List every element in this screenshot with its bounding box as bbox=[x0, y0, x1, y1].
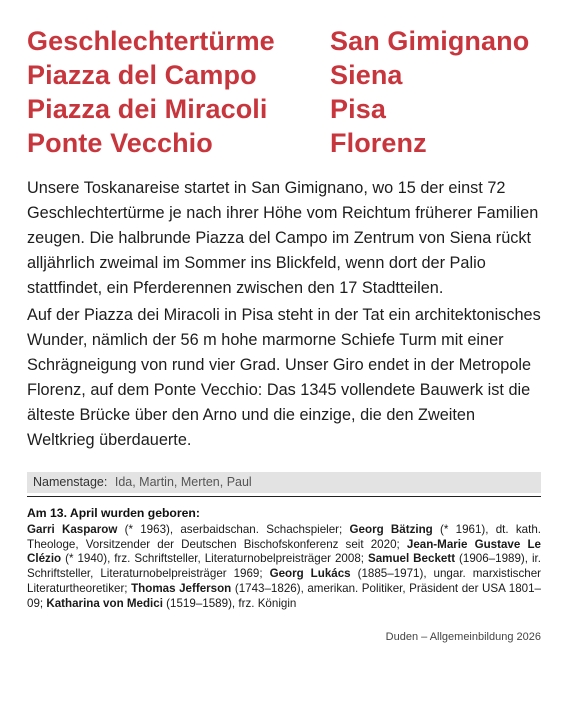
person-name: Thomas Jefferson bbox=[131, 581, 232, 595]
body-paragraph: Auf der Piazza dei Miracoli in Pisa steht in der Tat ein architektonisches Wunder, nämlich der 56 m hohe marmorne Schiefe Turm mit einer Schrägneigung von rund vier Grad. Unser Giro endet in der Metropole Florenz, auf dem Ponte Vecchio: Das 1345 vollendete Bauwerk ist die älteste Brücke über den Arno und die einzige, die den Zweiten Weltkrieg überdauerte. bbox=[27, 306, 541, 449]
heading-place: Piazza del Campo bbox=[27, 60, 257, 90]
heading-city: Pisa bbox=[330, 94, 386, 124]
body-paragraph: Unsere Toskanareise startet in San Gimignano, wo 15 der einst 72 Geschlechtertürme je nach ihrer Höhe vom Reichtum früherer Familien zeugen. Die halbrunde Piazza del Campo im Zentrum von Siena rückt alljährlich zweimal im Sommer ins Blickfeld, wenn dort der Palio stattfindet, ein Pferderennen zwischen den 17 Stadtteilen. bbox=[27, 179, 539, 297]
person-info: (* 1963), aserbaidschan. Schachspieler; bbox=[117, 523, 350, 536]
heading-city: Siena bbox=[330, 60, 403, 90]
person-info: (1906–1989), ir. Schriftsteller, Literaturnobelpreisträger 1969; bbox=[27, 552, 541, 581]
person-info: (1885–1971), ungar. marxistischer Literaturtheoretiker; bbox=[27, 567, 542, 595]
heading-city: Florenz bbox=[330, 128, 427, 158]
heading-place: Ponte Vecchio bbox=[27, 128, 213, 158]
person-info: (* 1940), frz. Schriftsteller, Literaturnobelpreisträger 2008; bbox=[61, 552, 368, 566]
person-name: Garri Kasparow bbox=[27, 523, 118, 536]
person-name: Katharina von Medici bbox=[46, 596, 163, 610]
heading-place: Geschlechtertürme bbox=[27, 26, 275, 56]
headings-grid bbox=[27, 24, 547, 160]
person-info: (* 1961), dt. kath. Theologe, Vorsitzender der Deutschen Bischofskonferenz seit 2020; bbox=[27, 523, 542, 551]
birthdays-title: Am 13. April wurden geboren: bbox=[27, 506, 200, 520]
person-name: Georg Bätzing bbox=[349, 523, 433, 536]
nameday-names: Ida, Martin, Merten, Paul bbox=[114, 475, 252, 489]
birthdays-list bbox=[27, 523, 541, 611]
nameday-bar bbox=[27, 472, 541, 493]
heading-city: San Gimignano bbox=[330, 26, 530, 56]
nameday-label: Namenstage: bbox=[33, 475, 108, 489]
person-name: Samuel Beckett bbox=[367, 552, 456, 566]
person-info: (1519–1589), frz. Königin bbox=[162, 596, 297, 610]
person-info: (1743–1826), amerikan. Politiker, Präsident der USA 1801–09; bbox=[27, 581, 541, 610]
divider bbox=[27, 496, 541, 497]
person-name: Jean-Marie Gustave Le Clézio bbox=[27, 537, 541, 566]
source-footer: Duden – Allgemeinbildung 2026 bbox=[385, 631, 541, 643]
person-name: Georg Lukács bbox=[269, 567, 351, 581]
heading-place: Piazza dei Miracoli bbox=[27, 94, 268, 124]
